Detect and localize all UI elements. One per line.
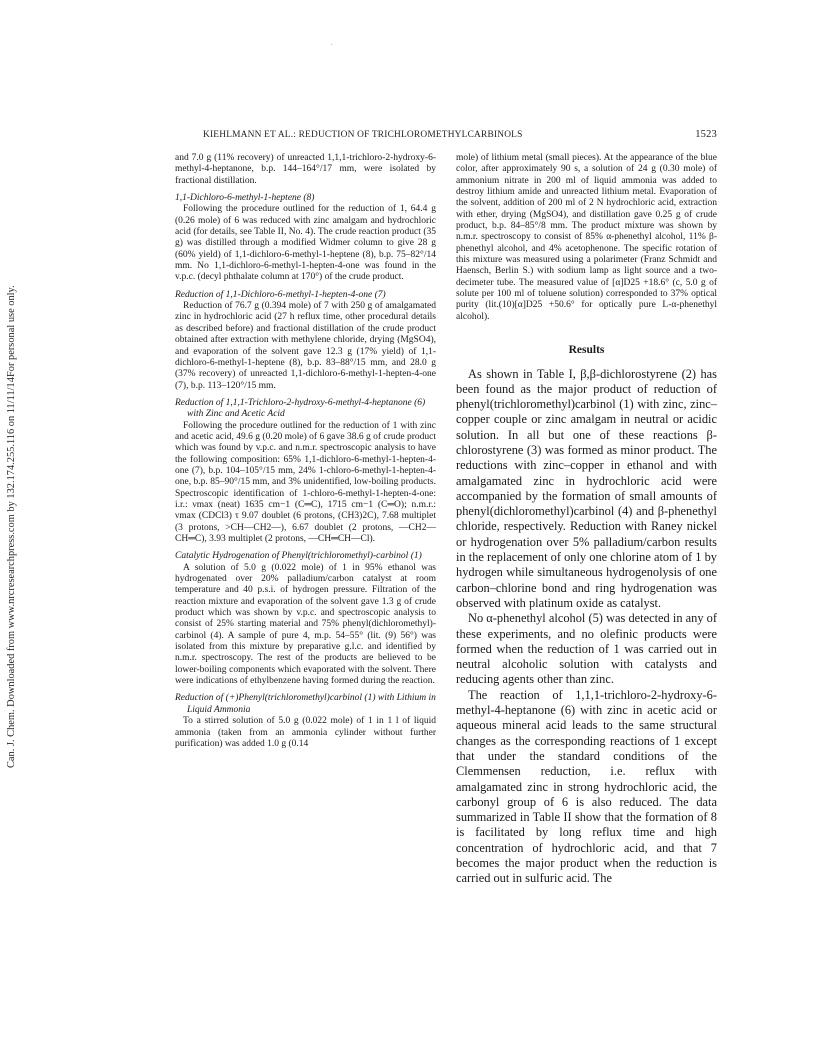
running-header	[203, 130, 717, 140]
section-heading: 1,1-Dichloro-6-methyl-1-heptene (8)	[175, 193, 315, 204]
paragraph: As shown in Table I, β,β-dichlorostyrene (2) has been found as the major product of reduction of phenyl(trichloromethyl)carbinol (1) with zinc, zinc–copper couple or zinc amalgam in neutral or acidic solution. In all but one of these reactions β-chlorostyrene (3) was formed as minor product. The reductions with zinc–copper in ethanol and with amalgamated zinc in hydrochloric acid were accompanied by the formation of small amounts of phenyl(dichloromethyl)carbinol (4) and β-phenethyl chloride, respectively. Reduction with Raney nickel or hydrogenation over 5% palladium/carbon results in the replacement of only one chlorine atom of 1 by hydrogen while simultaneous hydrogenolysis of one carbon–chlorine bond and ring hydrogenation was observed with platinum oxide as catalyst.	[456, 366, 717, 610]
section-heading: Reduction of 1,1,1-Trichloro-2-hydroxy-6-methyl-4-heptanone (6) with Zinc and Acetic Acid	[175, 397, 426, 420]
left-column	[175, 153, 436, 750]
right-column	[456, 153, 717, 887]
paragraph: To a stirred solution of 5.0 g (0.022 mole) of 1 in 1 l of liquid ammonia (taken from an ammonia cylinder without further purification) was added 1.0 g (0.14	[175, 716, 436, 749]
scan-speck: ·	[330, 40, 334, 51]
paragraph: Following the procedure outlined for the reduction of 1, 64.4 g (0.26 mole) of 6 was reduced with zinc amalgam and hydrochloric acid (for details, see Table II, No. 4). The crude reaction product (35 g) was distilled through a modified Widmer column to give 28 g (60% yield) of 1,1-dichloro-6-methyl-1-heptene (8), b.p. 75–82°/14 mm. No 1,1-dichloro-6-methyl-1-hepten-4-one was found in the v.p.c. (decyl phthalate column at 170°) of the crude product.	[175, 204, 436, 283]
paragraph: The reaction of 1,1,1-trichloro-2-hydroxy-6-methyl-4-heptanone (6) with zinc in acetic acid or aqueous mineral acid leads to the same structural changes as the corresponding reactions of 1 except that under the standard conditions of the Clemmensen reduction, i.e. reflux with amalgamated zinc in strong hydrochloric acid, the carbonyl group of 6 is also reduced. The data summarized in Table II show that the formation of 8 is facilitated by long reflux time and high concentration of hydrochloric acid, and that 7 becomes the major product when the reduction is carried out in sulfuric acid. The	[456, 687, 717, 886]
results-heading: Results	[568, 344, 605, 357]
paragraph: No α-phenethyl alcohol (5) was detected in any of these experiments, and no olefinic products were formed when the reduction of 1 was carried out in neutral alcoholic solution with catalysts and reducing agents other than zinc.	[456, 611, 717, 687]
results-body	[456, 367, 717, 887]
download-watermark	[5, 0, 33, 1053]
page-number: 1523	[695, 129, 717, 140]
running-title: KIEHLMANN ET AL.: REDUCTION OF TRICHLOROMETHYLCARBINOLS	[203, 130, 523, 140]
personal-use-notice: For personal use only.	[6, 285, 17, 377]
section-heading: Reduction of 1,1-Dichloro-6-methyl-1-hepten-4-one (7)	[175, 289, 386, 300]
paragraph: Following the procedure outlined for the reduction of 1 with zinc and acetic acid, 49.6 g (0.20 mole) of 6 gave 38.6 g of crude product which was found by v.p.c. and n.m.r. spectroscopic analysis to have the following composition: 65% 1,1-dichloro-6-methyl-1-hepten-4-one (7), b.p. 104–105°/15 mm, 24% 1-chloro-6-methyl-1-hepten-4-one, b.p. 85–90°/15 mm, and 3% unidentified, low-boiling products. Spectroscopic identification of 1-chloro-6-methyl-1-hepten-4-one: i.r.: νmax (neat) 1635 cm−1 (C═C), 1715 cm−1 (C═O); n.m.r.: νmax (CDCl3) τ 9.07 doublet (6 protons, (CH3)2C), 7.68 multiplet (3 protons, >CH—CH2—), 6.67 doublet (2 protons, —CH2—CH═C), 3.93 multiplet (2 protons, —CH═CH—Cl).	[175, 420, 436, 544]
section-heading: Reduction of (+)Phenyl(trichloromethyl)carbinol (1) with Lithium in Liquid Ammonia	[175, 693, 436, 715]
paragraph: A solution of 5.0 g (0.022 mole) of 1 in 95% ethanol was hydrogenated over 20% palladium/carbon catalyst at room temperature and 40 p.s.i. of hydrogen pressure. Filtration of the reaction mixture and evaporation of the solvent gave 1.3 g of crude product which was shown by v.p.c. and spectroscopic analysis to consist of 25% starting material and 75% phenyl(dichloromethyl)-carbinol (4). A sample of pure 4, m.p. 54–55° (lit. (9) 56°) was isolated from this mixture by preparative g.l.c. and identified by n.m.r. spectroscopy. The rest of the products are believed to be lower-boiling components which evaporated with the solvent. There were indications of ethylbenzene having formed during the reaction.	[175, 562, 436, 687]
section-heading: Catalytic Hydrogenation of Phenyl(trichloromethyl)-carbinol (1)	[175, 551, 422, 562]
download-notice: Can. J. Chem. Downloaded from www.nrcresearchpress.com by 132.174.255.116 on 11/11/14	[6, 376, 17, 768]
paragraph: Reduction of 76.7 g (0.394 mole) of 7 with 250 g of amalgamated zinc in hydrochloric acid (27 h reflux time, other procedural details as described before) and fractional distillation of the crude product obtained after extraction with methylene chloride, drying (MgSO4), and evaporation of the solvent gave 12.3 g (17% yield) of 1,1-dichloro-6-methyl-1-heptene (8), b.p. 83–88°/15 mm, and 28.0 g (37% recovery) of unreacted 1,1-dichloro-6-methyl-1-hepten-4-one (7), b.p. 113–120°/15 mm.	[175, 301, 436, 391]
paragraph: mole) of lithium metal (small pieces). At the appearance of the blue color, after approximately 90 s, a solution of 24 g (0.30 mole) of ammonium nitrate in 200 ml of liquid ammonia was added to destroy lithium amide and unreacted lithium metal. Evaporation of the solvent, addition of 200 ml of 2 N hydrochloric acid, extraction with ether, drying (MgSO4), and distillation gave 0.25 g of crude product, b.p. 84–85°/8 mm. The product mixture was shown by n.m.r. spectroscopy to consist of 85% α-phenethyl alcohol, 11% β-phenethyl alcohol, and 4% acetophenone. The specific rotation of this mixture was measured using a polarimeter (Franz Schmidt and Haensch, Berlin S.) with sodium lamp as light source and a two-decimeter tube. The measured value of [α]D25 +18.6° (c, 5.0 g of solute per 100 ml of toluene solution) corresponded to 37% optical purity (lit.(10)[α]D25 +50.6° for optically pure L-α-phenethyl alcohol).	[456, 153, 717, 322]
paragraph: and 7.0 g (11% recovery) of unreacted 1,1,1-trichloro-2-hydroxy-6-methyl-4-heptanone, b.p. 144–164°/17 mm, were isolated by fractional distillation.	[175, 153, 436, 186]
